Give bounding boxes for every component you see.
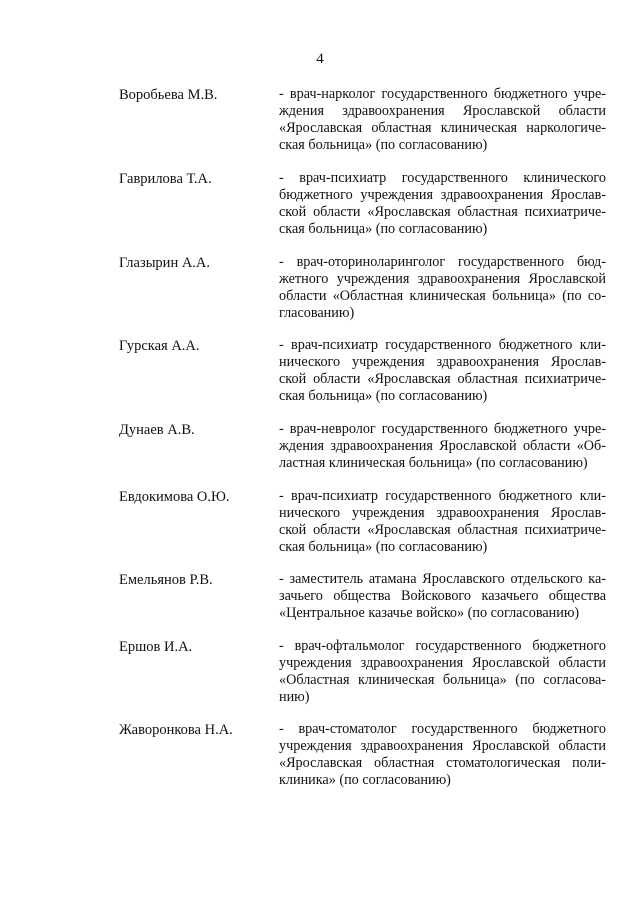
description-line: - врач-психиатр государственного клинического xyxy=(279,170,606,186)
description-line: «Центральное казачье войско» (по согласованию) xyxy=(279,605,580,621)
description-line: ждения здравоохранения Ярославской области xyxy=(279,103,606,119)
description-line: нического учреждения здравоохранения Ярослав- xyxy=(279,505,606,521)
description-line: жетного учреждения здравоохранения Ярославской xyxy=(279,271,606,287)
description-line: ской области «Ярославская областная психиатриче- xyxy=(279,371,606,387)
member-name: Ершов И.А. xyxy=(119,639,193,655)
member-description xyxy=(279,86,606,154)
description-line: ской области «Ярославская областная психиатриче- xyxy=(279,204,606,220)
description-line: ской области «Ярославская областная психиатриче- xyxy=(279,522,606,538)
description-line: - заместитель атамана Ярославского отдельского ка- xyxy=(279,571,606,587)
description-line: ластная клиническая больница» (по согласованию) xyxy=(279,455,588,471)
description-line: клиника» (по согласованию) xyxy=(279,772,451,788)
description-line: ская больница» (по согласованию) xyxy=(279,221,488,237)
description-line: - врач-оториноларинголог государственного бюд- xyxy=(279,254,606,270)
description-line: - врач-психиатр государственного бюджетного кли- xyxy=(279,337,606,353)
member-name: Гурская А.А. xyxy=(119,338,200,354)
member-name: Емельянов Р.В. xyxy=(119,572,213,588)
description-line: зачьего общества Войскового казачьего общества xyxy=(279,588,606,604)
description-line: нического учреждения здравоохранения Ярослав- xyxy=(279,354,606,370)
description-line: ская больница» (по согласованию) xyxy=(279,539,488,555)
description-line: области «Областная клиническая больница» (по со- xyxy=(279,288,606,304)
description-line: - врач-офтальмолог государственного бюджетного xyxy=(279,638,606,654)
member-name: Воробьева М.В. xyxy=(119,87,218,103)
description-line: гласованию) xyxy=(279,305,355,321)
member-description xyxy=(279,170,606,238)
member-description xyxy=(279,337,606,405)
description-line: учреждения здравоохранения Ярославской области xyxy=(279,655,606,671)
member-name: Гаврилова Т.А. xyxy=(119,171,212,187)
member-description xyxy=(279,721,606,789)
member-description xyxy=(279,638,606,706)
description-line: «Областная клиническая больница» (по согласова- xyxy=(279,672,606,688)
description-line: учреждения здравоохранения Ярославской области xyxy=(279,738,606,754)
member-description xyxy=(279,254,606,322)
description-line: - врач-стоматолог государственного бюджетного xyxy=(279,721,606,737)
page-number: 4 xyxy=(316,51,324,67)
member-name: Глазырин А.А. xyxy=(119,255,211,271)
description-line: бюджетного учреждения здравоохранения Ярослав- xyxy=(279,187,606,203)
description-line: ская больница» (по согласованию) xyxy=(279,388,488,404)
description-line: - врач-нарколог государственного бюджетного учре- xyxy=(279,86,606,102)
description-line: «Ярославская областная клиническая наркологиче- xyxy=(279,120,606,136)
description-line: - врач-психиатр государственного бюджетного кли- xyxy=(279,488,606,504)
description-line: ская больница» (по согласованию) xyxy=(279,137,488,153)
description-line: ждения здравоохранения Ярославской области «Об- xyxy=(279,438,606,454)
description-line: нию) xyxy=(279,689,310,705)
member-description xyxy=(279,421,606,472)
description-line: «Ярославская областная стоматологическая поли- xyxy=(279,755,606,771)
member-name: Жаворонкова Н.А. xyxy=(119,722,233,738)
member-description xyxy=(279,571,606,622)
member-description xyxy=(279,488,606,556)
description-line: - врач-невролог государственного бюджетного учре- xyxy=(279,421,606,437)
member-name: Евдокимова О.Ю. xyxy=(119,489,230,505)
member-name: Дунаев А.В. xyxy=(119,422,195,438)
